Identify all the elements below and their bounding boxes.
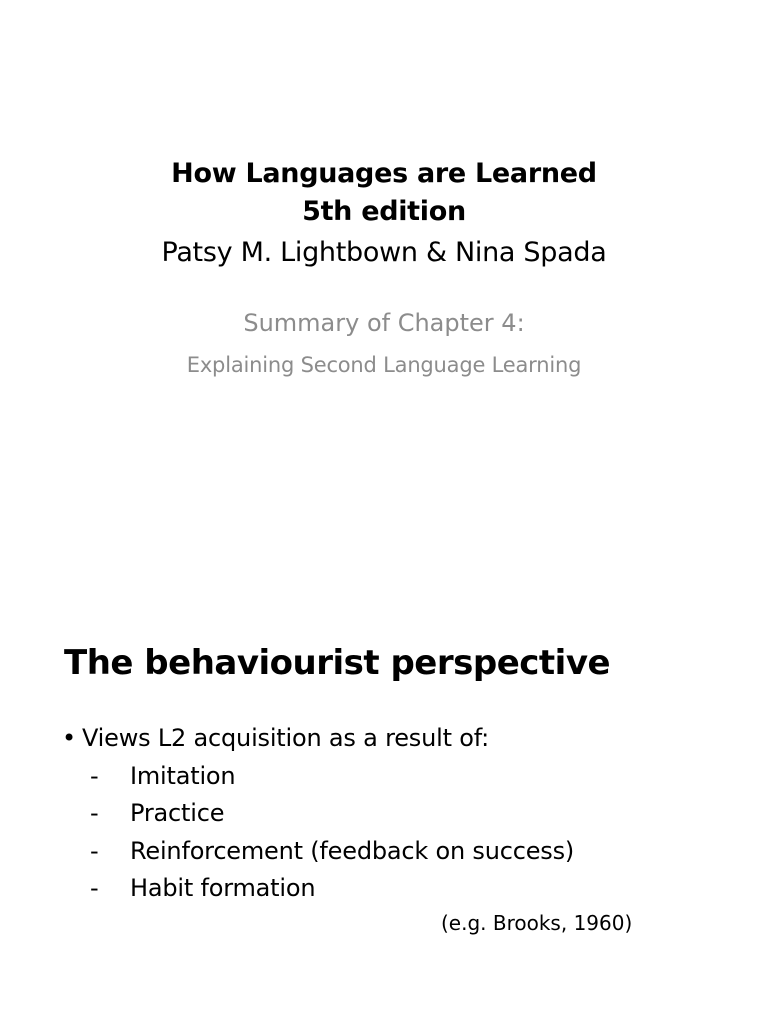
summary-heading: Summary of Chapter 4: — [243, 309, 525, 337]
content-slide — [0, 512, 768, 1024]
bullet-text: Views L2 acquisition as a result of: — [81, 724, 489, 752]
list-item — [90, 837, 574, 865]
chapter-subtitle: Explaining Second Language Learning — [186, 353, 582, 377]
book-title-line-1: How Languages are Learned — [171, 158, 597, 189]
list-item-text: Imitation — [130, 762, 236, 790]
dash-icon: - — [90, 762, 99, 790]
dash-icon: - — [90, 837, 99, 865]
bullet-icon: • — [62, 724, 76, 752]
list-item — [90, 762, 235, 790]
list-item-text: Reinforcement (feedback on success) — [130, 837, 575, 865]
citation: (e.g. Brooks, 1960) — [441, 911, 633, 935]
book-title-line-2: 5th edition — [302, 196, 466, 227]
book-authors: Patsy M. Lightbown & Nina Spada — [161, 237, 607, 268]
dash-icon: - — [90, 874, 99, 902]
list-item — [90, 799, 224, 827]
list-item-text: Habit formation — [130, 874, 316, 902]
list-item-text: Practice — [130, 799, 225, 827]
section-heading: The behaviourist perspective — [64, 643, 611, 683]
list-item — [90, 874, 315, 902]
bullet-point — [62, 724, 489, 752]
dash-icon: - — [90, 799, 99, 827]
